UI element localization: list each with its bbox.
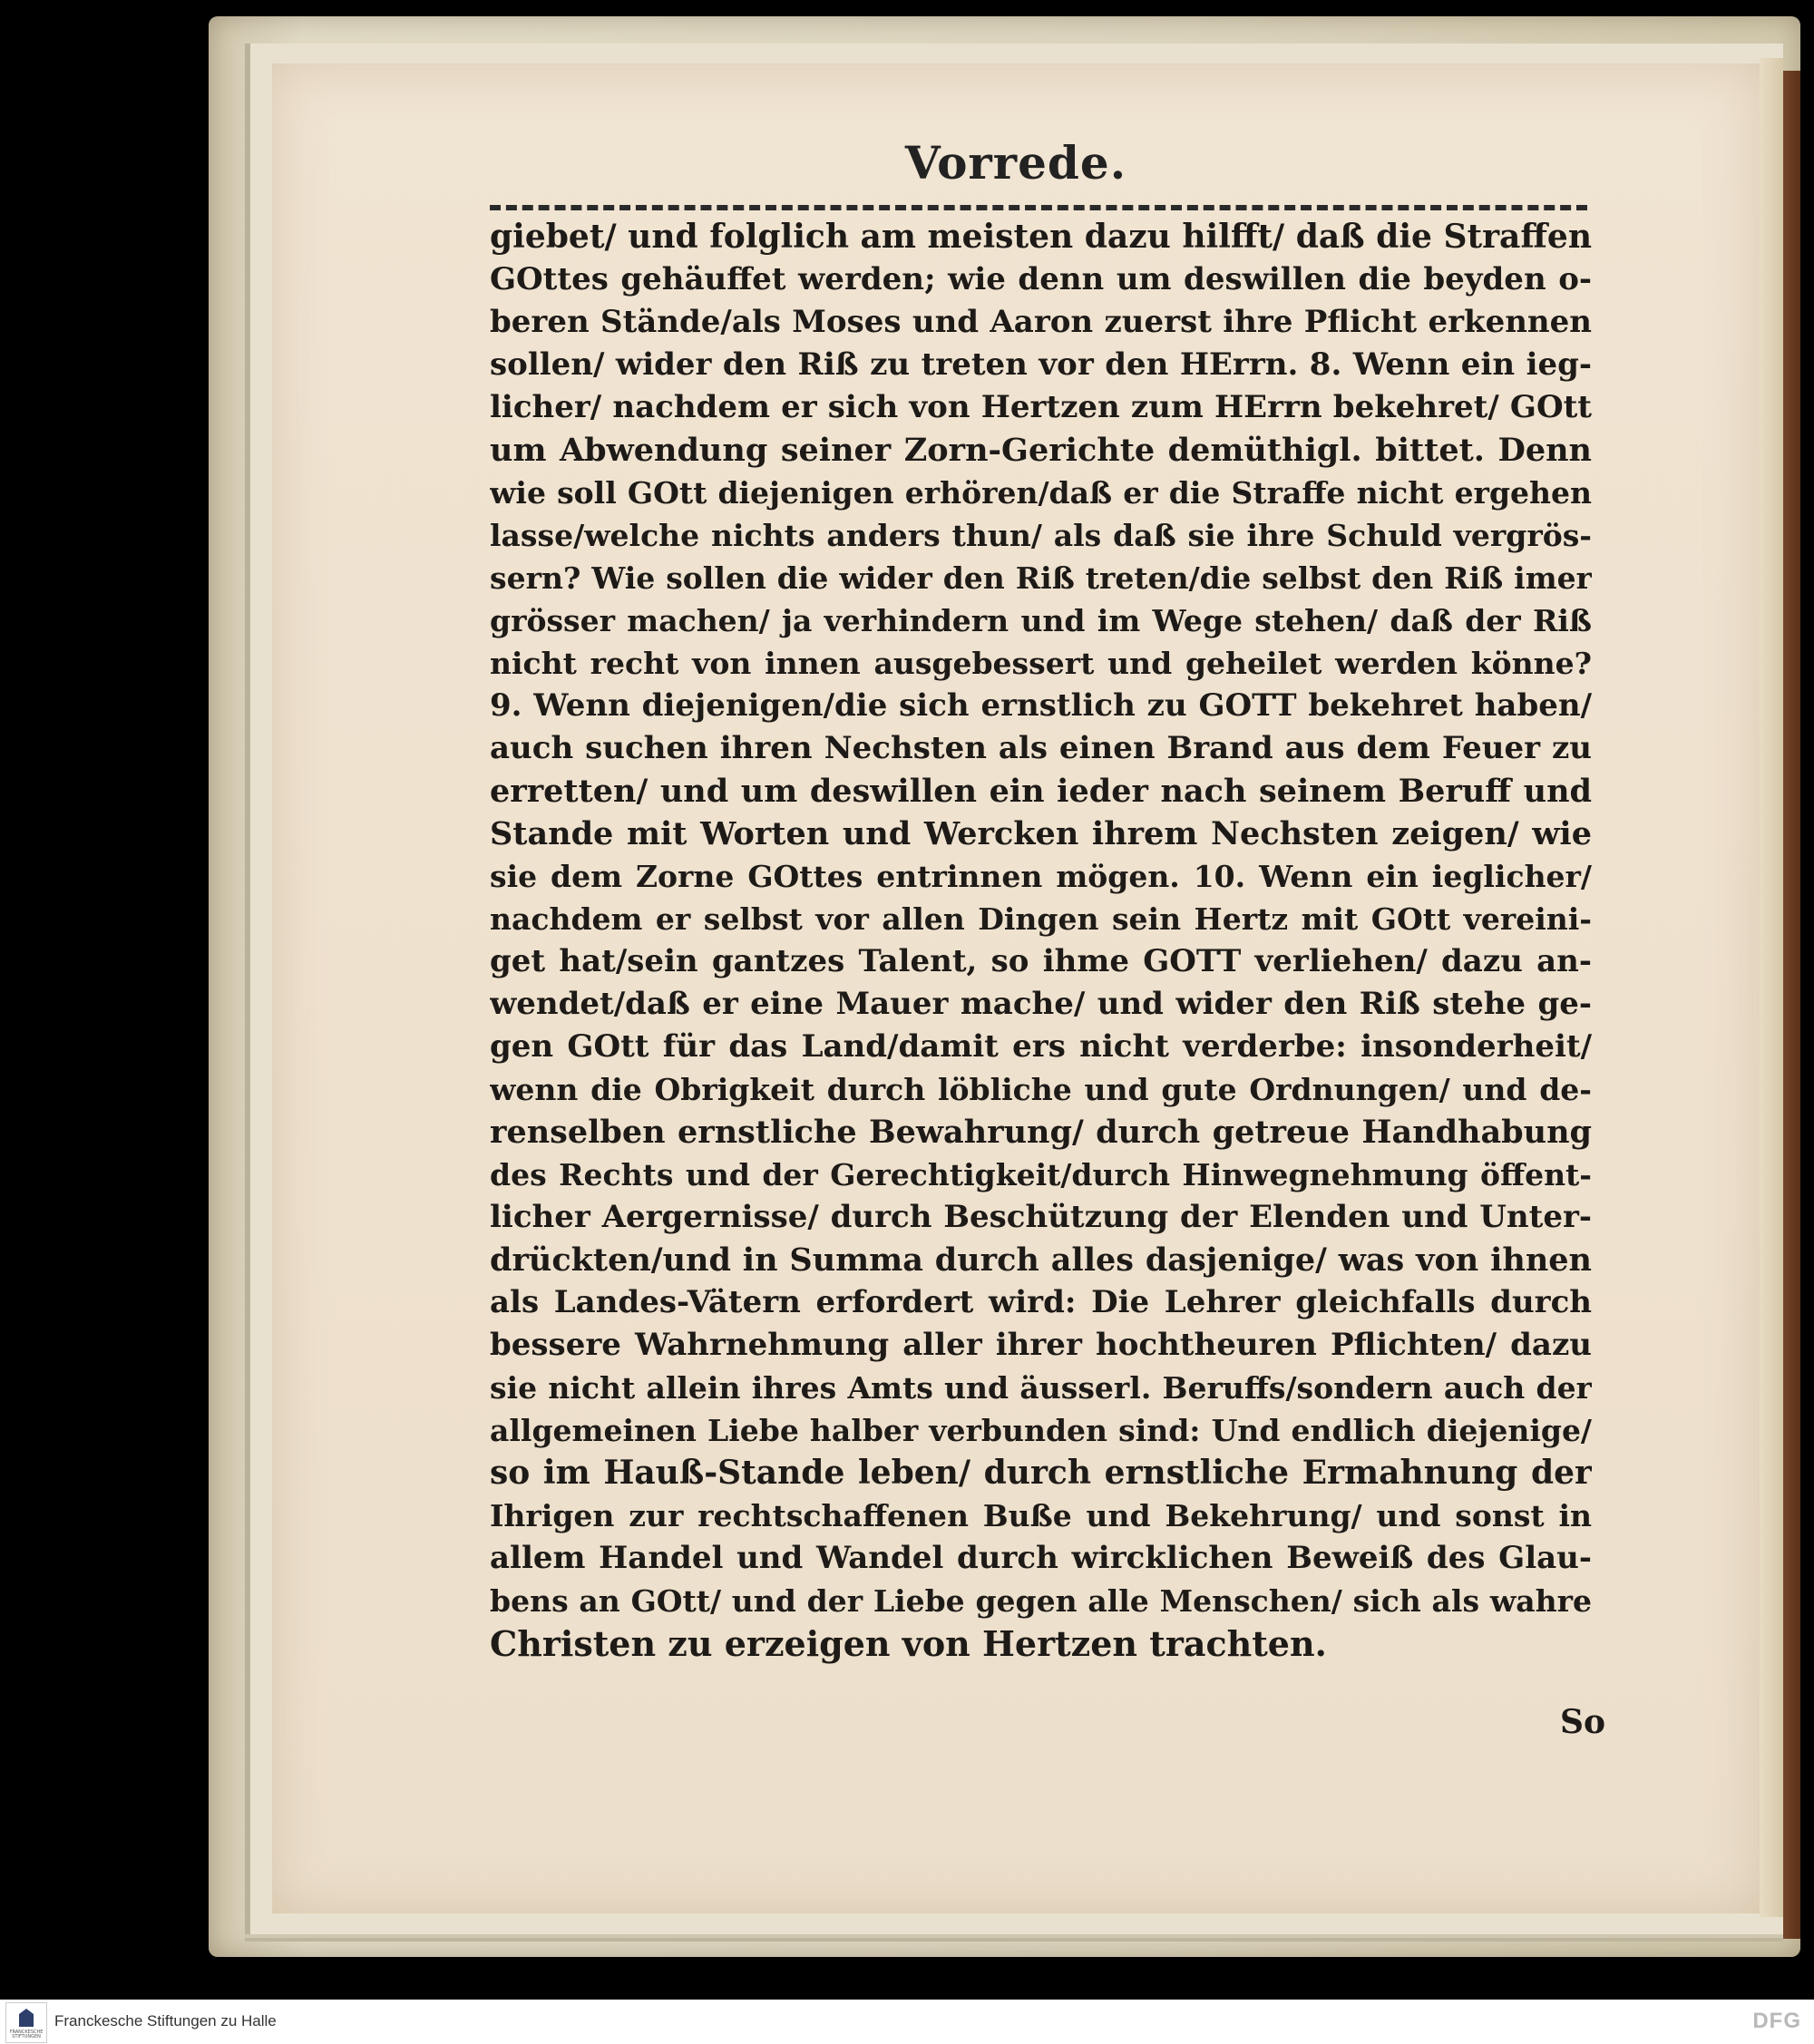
text-line: wie soll GOtt diejenigen erhören/daß er die Straffe nicht ergehen [490,475,1592,511]
text-line: grösser machen/ ja verhindern und im Wege stehen/ daß der Riß [490,603,1592,638]
text-line: allgemeinen Liebe halber verbunden sind: Und endlich diejenige/ [490,1413,1592,1448]
cover-edge [1780,71,1800,1939]
page-header: Vorrede. [904,136,1127,190]
text-line: auch suchen ihren Nechsten als einen Brand aus dem Feuer zu [490,730,1592,766]
text-line: lasse/welche nichts anders thun/ als daß sie ihre Schuld vergrös- [490,518,1592,553]
text-line: bens an GOtt/ und der Liebe gegen alle Menschen/ sich als wahre [490,1583,1592,1619]
text-line: sern? Wie sollen die wider den Riß treten/die selbst den Riß imer [490,560,1592,596]
text-line: GOttes gehäuffet werden; wie denn um deswillen die beyden o- [490,261,1592,297]
text-line: get hat/sein gantzes Talent, so ihme GOTT verliehen/ dazu an- [490,943,1592,979]
text-line: licher Aergernisse/ durch Beschützung der Elenden und Unter- [490,1199,1592,1235]
text-line: wendet/daß er eine Mauer mache/ und wider den Riß stehe ge- [490,986,1592,1022]
logo-caption: FRANCKESCHE STIFTUNGEN [9,2029,44,2039]
text-line: erretten/ und um deswillen ein ieder nach seinem Beruff und [490,773,1592,810]
text-line: beren Stände/als Moses und Aaron zuerst ihre Pflicht erkennen [490,304,1592,340]
text-line: des Rechts und der Gerechtigkeit/durch Hinwegnehmung öffent- [490,1157,1592,1192]
text-line: so im Hauß-Stande leben/ durch ernstliche Ermahnung der [490,1454,1592,1492]
text-line: sie dem Zorne GOttes entrinnen mögen. 10. Wenn ein ieglicher/ [490,859,1592,894]
text-line: nicht recht von innen ausgebessert und geheilet werden könne? [490,646,1592,681]
text-line: giebet/ und folglich am meisten dazu hilfft/ daß die Straffen [490,218,1592,256]
page-edge [1760,58,1783,1917]
logo-mark-icon [19,2009,34,2027]
text-line: Christen zu erzeigen von Hertzen trachten. [490,1623,1327,1664]
text-line: 9. Wenn diejenigen/die sich ernstlich zu GOTT bekehret haben/ [490,687,1592,724]
catchword: So [1559,1703,1605,1741]
text-line: sie nicht allein ihres Amts und äusserl. Beruffs/sondern auch der [490,1370,1592,1406]
text-line: als Landes-Vätern erfordert wird: Die Lehrer gleichfalls durch [490,1284,1592,1320]
text-line: licher/ nachdem er sich von Hertzen zum HErrn bekehret/ GOtt [490,389,1592,425]
text-line: wenn die Obrigkeit durch löbliche und gute Ordnungen/ und de- [490,1072,1592,1107]
footer-bar [0,2000,1814,2044]
text-line: renselben ernstliche Bewahrung/ durch getreue Handhabung [490,1114,1592,1151]
header-rule [490,205,1587,210]
text-line: Ihrigen zur rechtschaffenen Buße und Bekehrung/ und sonst in [490,1498,1592,1533]
text-line: sollen/ wider den Riß zu treten vor den HErrn. 8. Wenn ein ieg- [490,346,1592,383]
text-line: allem Handel und Wandel durch wircklichen Beweiß des Glau- [490,1540,1592,1576]
text-line: gen GOtt für das Land/damit ers nicht verderbe: insonderheit/ [490,1028,1592,1065]
text-line: um Abwendung seiner Zorn-Gerichte demüthigl. bittet. Denn [490,432,1592,469]
institution-logo[interactable] [5,2002,47,2043]
text-line: nachdem er selbst vor allen Dingen sein Hertz mit GOtt vereini- [490,901,1592,937]
text-line: drückten/und in Summa durch alles dasjenige/ was von ihnen [490,1241,1592,1279]
body-text [490,216,1592,1703]
text-line: bessere Wahrnehmung aller ihrer hochtheuren Pflichten/ dazu [490,1327,1592,1363]
text-line: Stande mit Worten und Wercken ihrem Nechsten zeigen/ wie [490,815,1592,852]
institution-name[interactable]: Franckesche Stiftungen zu Halle [54,2012,277,2029]
dfg-logo[interactable]: DFG [1752,2009,1801,2033]
